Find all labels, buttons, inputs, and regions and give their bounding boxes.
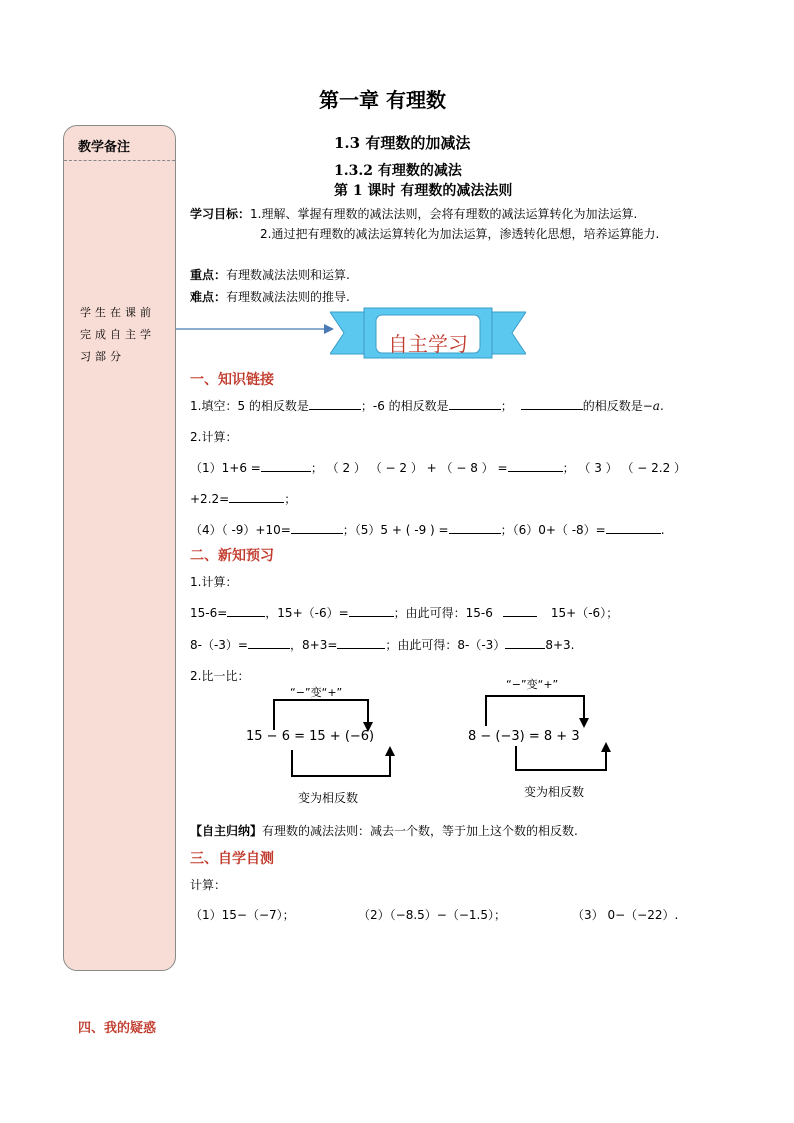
key-point-label: 重点： bbox=[190, 268, 227, 282]
answer-blank[interactable] bbox=[505, 636, 545, 649]
key-point bbox=[190, 266, 350, 283]
summary bbox=[190, 822, 578, 839]
q1-text-b: ；-6 的相反数是 bbox=[360, 399, 449, 413]
answer-blank[interactable] bbox=[309, 397, 361, 410]
diagram2-expression: 8 − (−3) = 8 + 3 bbox=[468, 729, 580, 744]
answer-blank[interactable] bbox=[606, 521, 661, 534]
q1-text-c: ； bbox=[500, 399, 513, 413]
diagram2-top-label: “−”变“+” bbox=[506, 678, 559, 691]
line2-a: 8-（-3）= bbox=[190, 638, 248, 652]
answer-blank[interactable] bbox=[248, 636, 290, 649]
answer-blank[interactable] bbox=[449, 521, 501, 534]
connector-arrow-icon bbox=[176, 322, 336, 336]
difficulty-text: 有理数减法法则的推导. bbox=[226, 290, 350, 304]
diagram2-bottom-label: 变为相反数 bbox=[524, 785, 585, 799]
answer-blank[interactable] bbox=[449, 397, 501, 410]
part3-problem-2: （2）（−8.5）−（−1.5）； bbox=[358, 908, 506, 922]
part2-heading: 二、新知预习 bbox=[190, 548, 274, 564]
objectives-label: 学习目标： bbox=[190, 207, 251, 221]
part3-problem-1: （1）15−（−7）； bbox=[190, 908, 295, 922]
answer-blank[interactable] bbox=[227, 604, 265, 617]
line2-b: ，8+3= bbox=[290, 638, 338, 652]
part2-line2 bbox=[190, 636, 574, 653]
part2-q1-label: 1.计算： bbox=[190, 575, 238, 589]
section-title: 1.3 有理数的加减法 bbox=[334, 134, 471, 152]
q1-variable: −a bbox=[642, 399, 660, 413]
objectives bbox=[190, 205, 637, 222]
part3-label: 计算： bbox=[190, 878, 227, 892]
part2-line1 bbox=[190, 604, 618, 621]
answer-blank[interactable] bbox=[508, 459, 563, 472]
q2-3c: ； bbox=[284, 492, 297, 506]
teaching-notes-sidebar bbox=[63, 125, 176, 971]
answer-blank[interactable] bbox=[349, 604, 394, 617]
diagram1-expression: 15 − 6 = 15 + (−6) bbox=[246, 729, 375, 744]
part1-q2-label: 2.计算： bbox=[190, 430, 238, 444]
line1-c: ；由此可得：15-6 bbox=[393, 606, 493, 620]
part1-q2-row1 bbox=[190, 459, 686, 476]
lesson-title: 第 1 课时 有理数的减法法则 bbox=[334, 183, 513, 199]
answer-blank[interactable] bbox=[291, 521, 343, 534]
q2-1: （1）1+6 = bbox=[190, 461, 261, 475]
q1-end: . bbox=[659, 399, 664, 413]
q2-5: ；（5）5 + ( -9 ) = bbox=[342, 523, 449, 537]
difficulty bbox=[190, 288, 350, 305]
part1-q2-row3 bbox=[190, 521, 665, 538]
answer-blank[interactable] bbox=[261, 459, 311, 472]
part3-problem-3: （3） 0−（−22）. bbox=[572, 908, 679, 922]
line1-b: ，15+（-6）= bbox=[265, 606, 349, 620]
key-point-text: 有理数减法法则和运算. bbox=[226, 268, 350, 282]
q2-4: （4）（ -9）+10= bbox=[190, 523, 291, 537]
part4-heading: 四、我的疑惑 bbox=[78, 1021, 157, 1036]
sidebar-title: 教学备注 bbox=[78, 140, 131, 155]
q2-3b: +2.2= bbox=[190, 492, 230, 506]
answer-blank[interactable] bbox=[521, 397, 583, 410]
part1-heading: 一、知识链接 bbox=[190, 372, 274, 388]
answer-blank[interactable] bbox=[337, 636, 385, 649]
q1-text-d: 的相反数是 bbox=[582, 399, 643, 413]
part2-q2-label: 2.比一比： bbox=[190, 669, 250, 683]
summary-label: 【自主归纳】 bbox=[190, 824, 263, 838]
answer-blank[interactable] bbox=[503, 604, 537, 617]
sidebar-header bbox=[64, 126, 175, 161]
q2-2: ； （ 2 ） （ − 2 ） + （ − 8 ） = bbox=[310, 461, 508, 475]
sidebar-note: 学生在课前完成自主学习部分 bbox=[80, 306, 155, 363]
diagram1-top-label: “−”变“+” bbox=[290, 686, 343, 699]
line2-c: ；由此可得：8-（-3） bbox=[385, 638, 506, 652]
banner-text: 自主学习 bbox=[388, 332, 468, 356]
q2-end: . bbox=[660, 523, 665, 537]
q2-3: ； （ 3 ） （ − 2.2 ） bbox=[562, 461, 687, 475]
subsection-title: 1.3.2 有理数的减法 bbox=[334, 163, 462, 179]
line1-d: 15+（-6）； bbox=[550, 606, 619, 620]
line1-a: 15-6= bbox=[190, 606, 228, 620]
chapter-title: 第一章 有理数 bbox=[319, 88, 446, 112]
objective-2: 2.通过把有理数的减法运算转化为加法运算，渗透转化思想，培养运算能力. bbox=[260, 227, 660, 241]
diagram1-bottom-label: 变为相反数 bbox=[298, 791, 359, 805]
summary-text: 有理数的减法法则：减去一个数，等于加上这个数的相反数. bbox=[262, 824, 578, 838]
q2-6: ；（6）0+（ -8）= bbox=[500, 523, 606, 537]
q1-text-a: 1.填空：5 的相反数是 bbox=[190, 399, 309, 413]
difficulty-label: 难点： bbox=[190, 290, 227, 304]
part1-q2-row2 bbox=[190, 490, 296, 507]
part1-q1 bbox=[190, 397, 664, 414]
objective-1: 1.理解、掌握有理数的减法法则，会将有理数的减法运算转化为加法运算. bbox=[250, 207, 638, 221]
answer-blank[interactable] bbox=[229, 490, 284, 503]
line2-d: 8+3. bbox=[545, 638, 575, 652]
part3-heading: 三、自学自测 bbox=[190, 851, 274, 867]
